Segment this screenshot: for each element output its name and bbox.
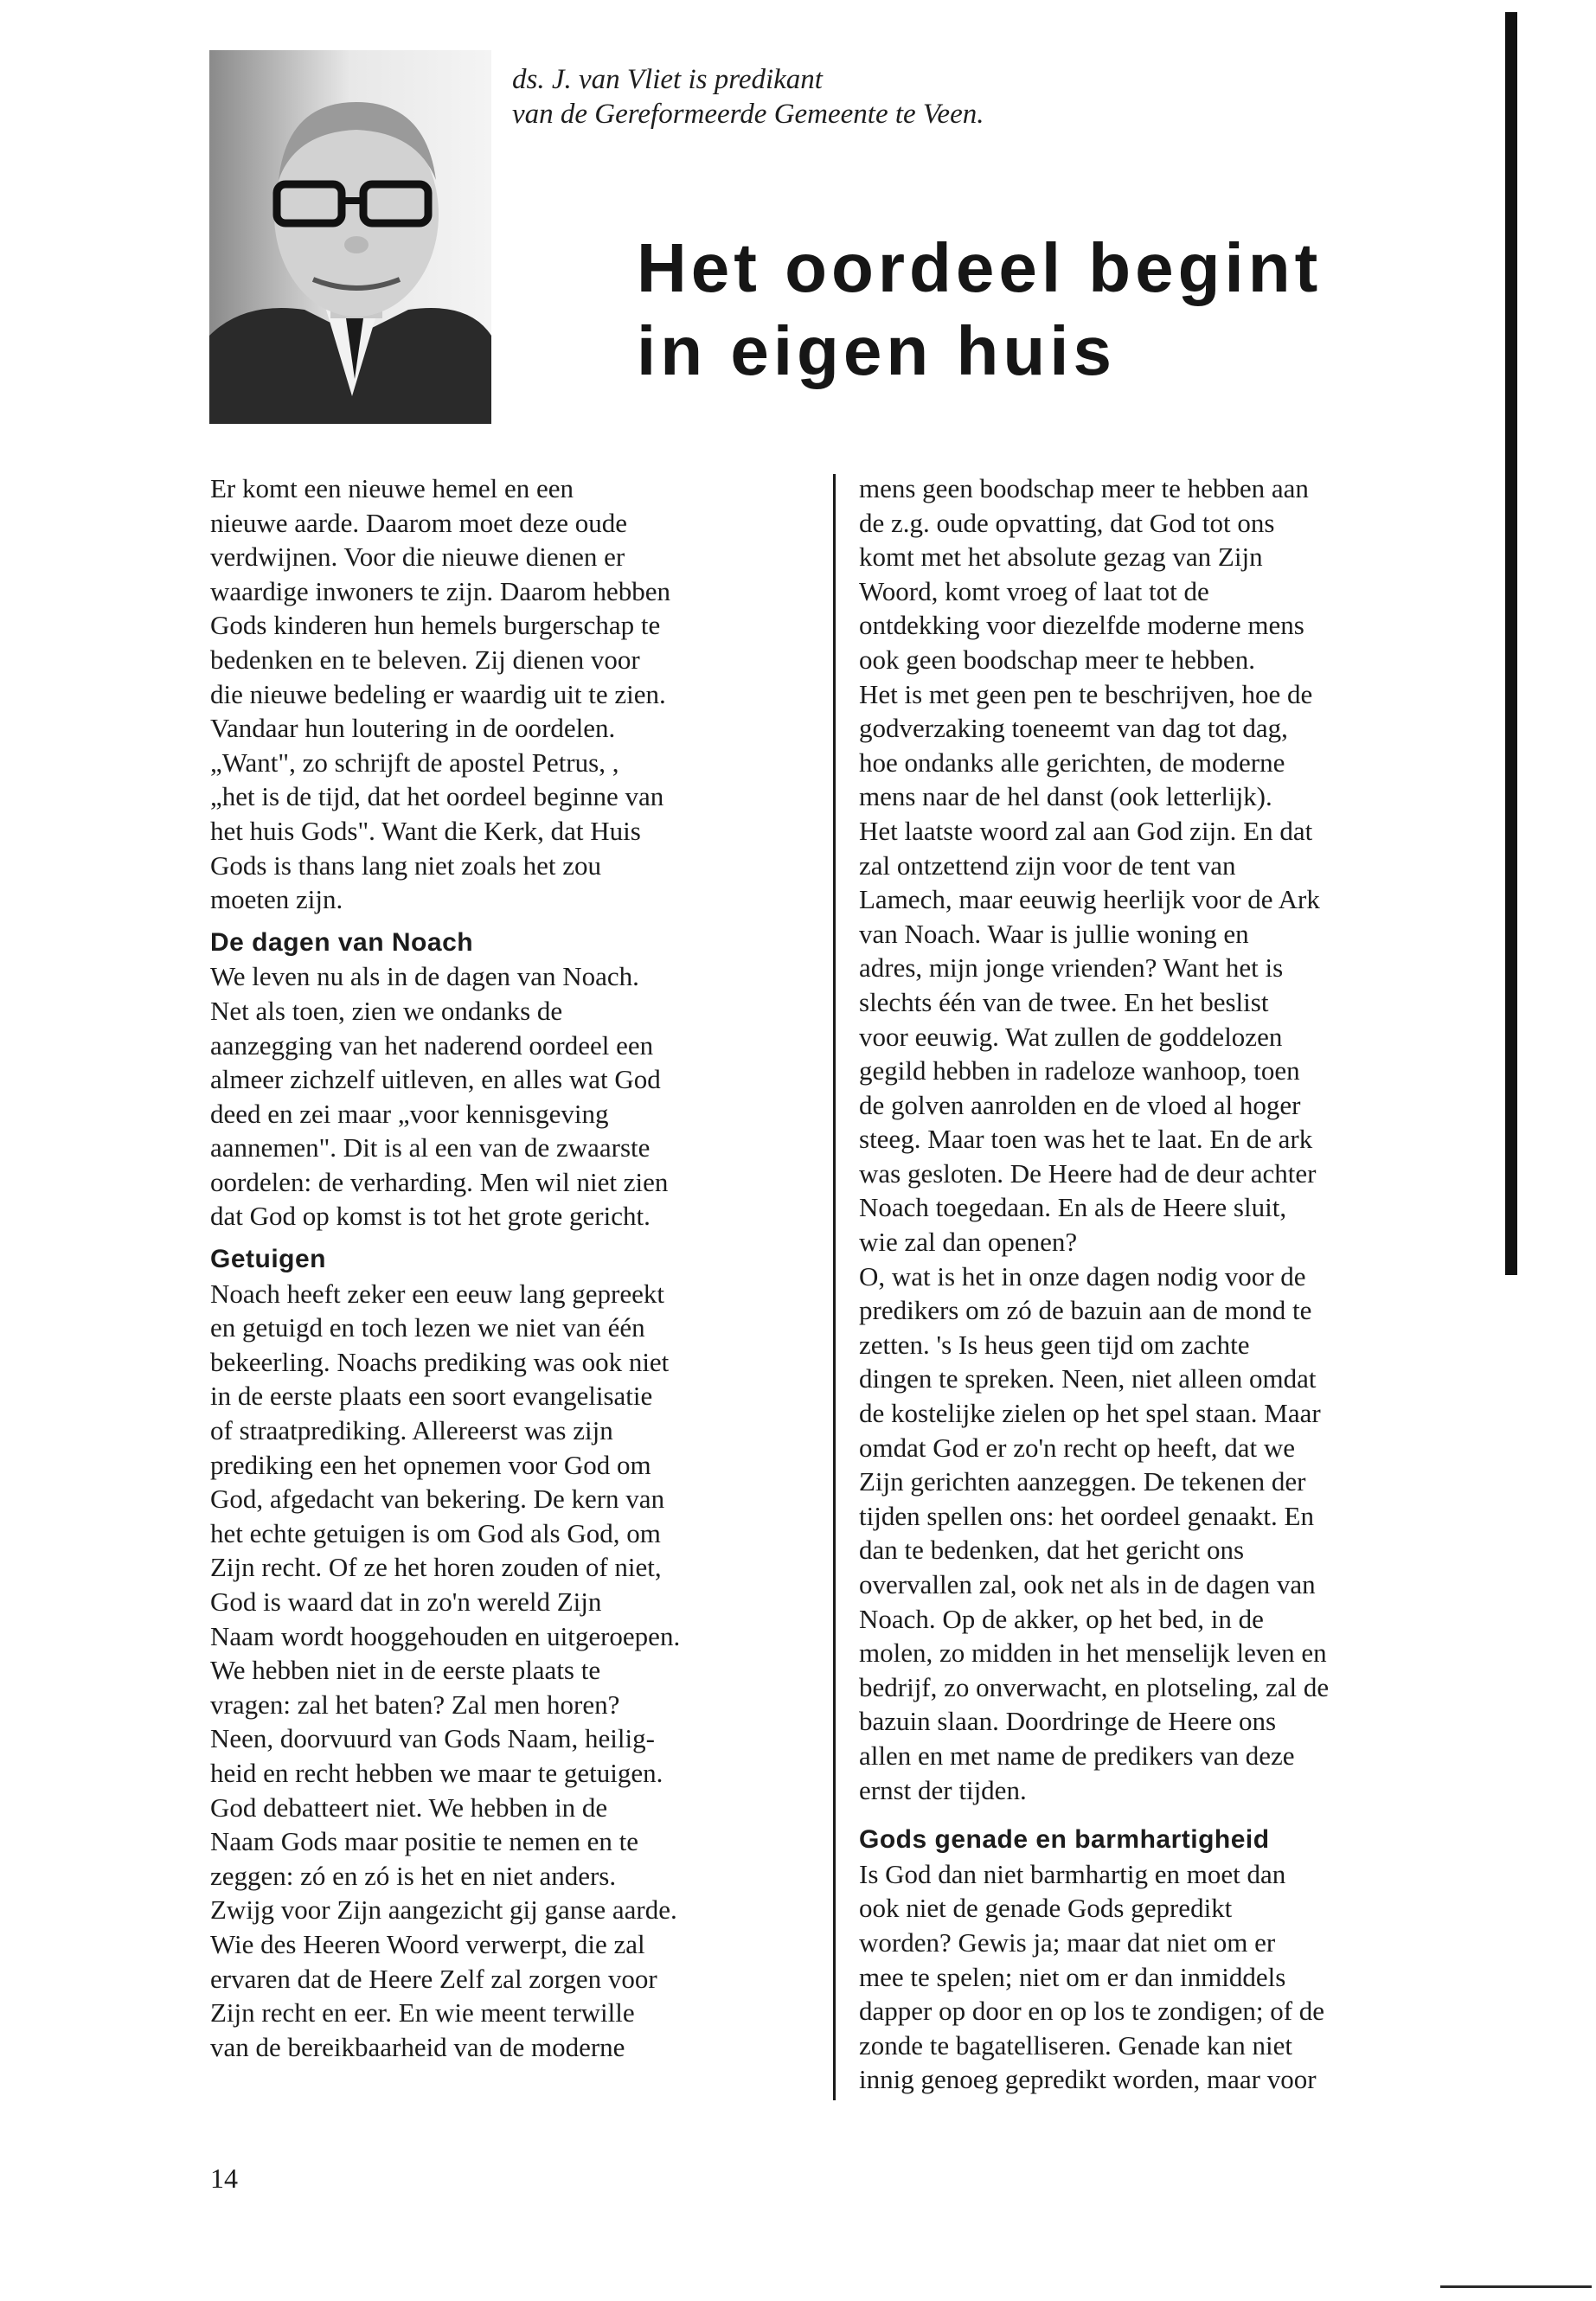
text-line: ook geen boodschap meer te hebben. xyxy=(859,644,1255,675)
text-line: de golven aanrolden en de vloed al hoger xyxy=(859,1089,1301,1120)
text-line: We leven nu als in de dagen van Noach. xyxy=(210,961,639,992)
section-heading-genade: Gods genade en barmhartigheid xyxy=(859,1825,1270,1855)
headline-line: Het oordeel begint xyxy=(637,229,1323,306)
genade-paragraph xyxy=(859,1857,1482,2097)
headline-line: in eigen huis xyxy=(637,312,1116,389)
text-line: dapper op door en op los te zondigen; of de xyxy=(859,1996,1325,2027)
right-column xyxy=(859,471,1482,2097)
section-heading-getuigen: Getuigen xyxy=(210,1245,327,1274)
continuation-paragraph xyxy=(859,471,1482,1807)
text-line: Zijn recht en eer. En wie meent terwille xyxy=(210,1997,635,2029)
text-line: oordelen: de verharding. Men wil niet zien xyxy=(210,1166,669,1197)
text-line: van Noach. Waar is jullie woning en xyxy=(859,918,1249,949)
bottom-rule xyxy=(1440,2285,1592,2288)
text-line: moeten zijn. xyxy=(210,884,343,915)
noach-paragraph xyxy=(210,959,816,1234)
text-line: God debatteert niet. We hebben in de xyxy=(210,1791,608,1823)
text-line: Net als toen, zien we ondanks de xyxy=(210,995,563,1026)
text-line: Naam wordt hooggehouden en uitgeroepen. xyxy=(210,1620,681,1651)
text-line: Zwijg voor Zijn aangezicht gij ganse aarde. xyxy=(210,1894,677,1926)
text-line: predikers om zó de bazuin aan de mond te xyxy=(859,1295,1312,1326)
text-line: bedrijf, zo onverwacht, en plotseling, zal de xyxy=(859,1671,1330,1702)
text-line: innig genoeg gepredikt worden, maar voor xyxy=(859,2064,1317,2095)
article-headline xyxy=(637,227,1322,393)
text-line: voor eeuwig. Wat zullen de goddelozen xyxy=(859,1021,1283,1052)
author-portrait xyxy=(209,50,491,424)
text-line: zeggen: zó en zó is het en niet anders. xyxy=(210,1860,617,1891)
text-line: de kostelijke zielen op het spel staan. Maar xyxy=(859,1398,1321,1429)
text-line: zal ontzettend zijn voor de tent van xyxy=(859,849,1236,881)
text-line: Zijn recht. Of ze het horen zouden of niet, xyxy=(210,1552,662,1583)
text-line: deed en zei maar „voor kennisgeving xyxy=(210,1098,609,1129)
text-line: Lamech, maar eeuwig heerlijk voor de Ark xyxy=(859,884,1320,915)
text-line: ook niet de genade Gods gepredikt xyxy=(859,1893,1233,1924)
text-line: Noach toegedaan. En als de Heere sluit, xyxy=(859,1192,1287,1223)
text-line: Gods is thans lang niet zoals het zou xyxy=(210,849,601,881)
text-line: almeer zichzelf uitleven, en alles wat God xyxy=(210,1064,661,1095)
text-line: het huis Gods". Want die Kerk, dat Huis xyxy=(210,815,641,846)
text-line: steeg. Maar toen was het te laat. En de ark xyxy=(859,1124,1313,1155)
text-line: Het laatste woord zal aan God zijn. En dat xyxy=(859,815,1313,846)
text-line: Noach. Op de akker, op het bed, in de xyxy=(859,1603,1264,1634)
text-line: ervaren dat de Heere Zelf zal zorgen voor xyxy=(210,1963,657,1994)
text-line: Vandaar hun loutering in de oordelen. xyxy=(210,713,616,744)
text-line: komt met het absolute gezag van Zijn xyxy=(859,542,1263,573)
text-line: tijden spellen ons: het oordeel genaakt. En xyxy=(859,1500,1314,1531)
text-line: dingen te spreken. Neen, niet alleen omdat xyxy=(859,1363,1317,1394)
text-line: zetten. 's Is heus geen tijd om zachte xyxy=(859,1329,1250,1360)
author-caption xyxy=(512,62,984,131)
text-line: allen en met name de predikers van deze xyxy=(859,1740,1295,1771)
text-line: waardige inwoners te zijn. Daarom hebben xyxy=(210,575,670,606)
text-line: Is God dan niet barmhartig en moet dan xyxy=(859,1858,1286,1889)
text-line: godverzaking toeneemt van dag tot dag, xyxy=(859,713,1288,744)
text-line: ernst der tijden. xyxy=(859,1774,1027,1805)
text-line: mens geen boodschap meer te hebben aan xyxy=(859,473,1309,503)
text-line: aanzegging van het naderend oordeel een xyxy=(210,1029,654,1061)
text-line: was gesloten. De Heere had de deur achter xyxy=(859,1157,1317,1189)
text-line: Neen, doorvuurd van Gods Naam, heilig- xyxy=(210,1723,655,1754)
caption-line: ds. J. van Vliet is predikant xyxy=(512,64,823,95)
text-line: worden? Gewis ja; maar dat niet om er xyxy=(859,1926,1276,1958)
text-line: of straatprediking. Allereerst was zijn xyxy=(210,1415,613,1446)
page-edge-bar xyxy=(1505,12,1517,1275)
text-line: gegild hebben in radeloze wanhoop, toen xyxy=(859,1055,1300,1086)
text-line: Noach heeft zeker een eeuw lang gepreekt xyxy=(210,1278,664,1309)
text-line: omdat God er zo'n recht op heeft, dat we xyxy=(859,1432,1295,1463)
page-number: 14 xyxy=(210,2163,238,2194)
text-line: de z.g. oude opvatting, dat God tot ons xyxy=(859,507,1275,538)
section-heading-noach: De dagen van Noach xyxy=(210,927,474,957)
text-line: Wie des Heeren Woord verwerpt, die zal xyxy=(210,1928,645,1959)
text-line: hoe ondanks alle gerichten, de moderne xyxy=(859,747,1285,778)
text-line: en getuigd en toch lezen we niet van één xyxy=(210,1312,645,1343)
text-line: nieuwe aarde. Daarom moet deze oude xyxy=(210,507,627,538)
text-line: zonde te bagatelliseren. Genade kan niet xyxy=(859,2029,1292,2061)
text-line: prediking een het opnemen voor God om xyxy=(210,1449,651,1480)
text-line: dan te bedenken, dat het gericht ons xyxy=(859,1535,1245,1566)
text-line: mee te spelen; niet om er dan inmiddels xyxy=(859,1961,1286,1992)
caption-line: van de Gereformeerde Gemeente te Veen. xyxy=(512,99,984,130)
text-line: die nieuwe bedeling er waardig uit te zien. xyxy=(210,678,666,709)
text-line: God, afgedacht van bekering. De kern van xyxy=(210,1484,665,1515)
text-line: „het is de tijd, dat het oordeel beginne van xyxy=(210,781,664,812)
text-line: vragen: zal het baten? Zal men horen? xyxy=(210,1689,620,1720)
text-line: ontdekking voor diezelfde moderne mens xyxy=(859,610,1304,641)
text-line: mens naar de hel danst (ook letterlijk). xyxy=(859,781,1272,812)
intro-paragraph xyxy=(210,471,816,917)
text-line: van de bereikbaarheid van de moderne xyxy=(210,2031,625,2062)
left-column xyxy=(210,471,816,2064)
text-line: Zijn gerichten aanzeggen. De tekenen der xyxy=(859,1466,1306,1497)
text-line: wie zal dan openen? xyxy=(859,1227,1078,1258)
text-line: Naam Gods maar positie te nemen en te xyxy=(210,1826,638,1857)
text-line: Gods kinderen hun hemels burgerschap te xyxy=(210,610,661,641)
text-line: We hebben niet in de eerste plaats te xyxy=(210,1655,601,1686)
text-line: bazuin slaan. Doordringe de Heere ons xyxy=(859,1706,1277,1737)
text-line: God is waard dat in zo'n wereld Zijn xyxy=(210,1586,602,1617)
text-line: „Want", zo schrijft de apostel Petrus, , xyxy=(210,747,619,778)
text-line: overvallen zal, ook net als in de dagen van xyxy=(859,1569,1316,1599)
text-line: Er komt een nieuwe hemel en een xyxy=(210,473,574,503)
text-line: in de eerste plaats een soort evangelisatie xyxy=(210,1381,653,1412)
getuigen-paragraph xyxy=(210,1277,816,2065)
text-line: verdwijnen. Voor die nieuwe dienen er xyxy=(210,542,625,573)
text-line: adres, mijn jonge vrienden? Want het is xyxy=(859,952,1284,984)
text-line: bedenken en te beleven. Zij dienen voor xyxy=(210,644,640,675)
text-line: molen, zo midden in het menselijk leven en xyxy=(859,1638,1327,1669)
text-line: dat God op komst is tot het grote gericht. xyxy=(210,1201,651,1232)
text-line: heid en recht hebben we maar te getuigen. xyxy=(210,1757,663,1788)
text-line: bekeerling. Noachs prediking was ook niet xyxy=(210,1346,670,1377)
text-line: O, wat is het in onze dagen nodig voor de xyxy=(859,1260,1306,1292)
column-divider xyxy=(833,474,836,2100)
text-line: Woord, komt vroeg of laat tot de xyxy=(859,575,1209,606)
text-line: Het is met geen pen te beschrijven, hoe de xyxy=(859,678,1313,709)
text-line: slechts één van de twee. En het beslist xyxy=(859,986,1269,1017)
text-line: het echte getuigen is om God als God, om xyxy=(210,1517,661,1548)
text-line: aannemen". Dit is al een van de zwaarste xyxy=(210,1132,651,1163)
